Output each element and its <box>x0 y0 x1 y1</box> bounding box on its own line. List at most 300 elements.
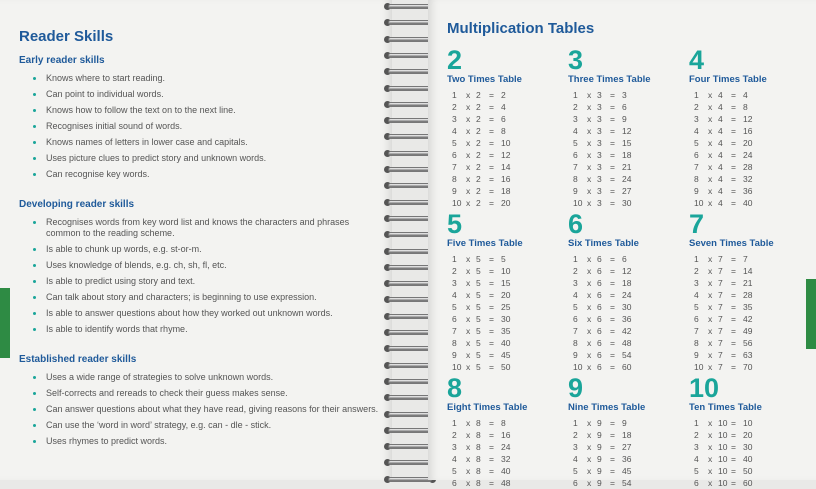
product: 35 <box>743 302 753 312</box>
multiplicand: 4 <box>718 198 723 208</box>
table-row <box>568 113 678 125</box>
multiplicand: 6 <box>597 278 602 288</box>
product: 54 <box>622 478 632 488</box>
multiplier: 7 <box>452 162 457 172</box>
multiplicand: 4 <box>718 126 723 136</box>
multiplier: 6 <box>452 314 457 324</box>
times-sign: x <box>587 254 592 264</box>
table-row <box>689 125 799 137</box>
table-row <box>447 289 557 301</box>
product: 30 <box>622 198 632 208</box>
multiplier: 8 <box>573 174 578 184</box>
table-row <box>568 441 678 453</box>
skill-item: Uses picture clues to predict story and unknown words. <box>19 153 379 164</box>
coil-wire <box>388 200 432 205</box>
equals-sign: = <box>489 186 494 196</box>
multiplicand: 5 <box>476 362 481 372</box>
multiplier: 4 <box>573 126 578 136</box>
coil-wire <box>388 183 432 188</box>
table-row <box>568 253 678 265</box>
multiplicand: 3 <box>597 114 602 124</box>
multiplier: 2 <box>573 102 578 112</box>
multiplicand: 3 <box>597 90 602 100</box>
multiplicand: 8 <box>476 454 481 464</box>
equals-sign: = <box>610 150 615 160</box>
times-sign: x <box>466 126 471 136</box>
table-row <box>689 265 799 277</box>
times-sign: x <box>708 278 713 288</box>
table-row <box>568 429 678 441</box>
coil-wire <box>388 37 432 42</box>
multiplier: 1 <box>452 418 457 428</box>
times-sign: x <box>708 102 713 112</box>
multiplicand: 10 <box>718 466 728 476</box>
skills-section <box>19 199 379 340</box>
equals-sign: = <box>731 114 736 124</box>
multiplicand: 4 <box>718 114 723 124</box>
multiplicand: 3 <box>597 174 602 184</box>
times-sign: x <box>466 418 471 428</box>
table-name: Four Times Table <box>689 74 767 85</box>
equals-sign: = <box>731 326 736 336</box>
product: 16 <box>501 430 511 440</box>
times-sign: x <box>466 430 471 440</box>
table-row <box>447 253 557 265</box>
equals-sign: = <box>489 302 494 312</box>
times-sign: x <box>708 114 713 124</box>
equals-sign: = <box>489 362 494 372</box>
multiplier: 6 <box>452 150 457 160</box>
table-row <box>447 477 557 489</box>
multiplier: 2 <box>452 430 457 440</box>
product: 45 <box>501 350 511 360</box>
multiplier: 6 <box>573 478 578 488</box>
product: 18 <box>622 430 632 440</box>
table-row <box>689 277 799 289</box>
multiplicand: 2 <box>476 174 481 184</box>
multiplier: 6 <box>694 314 699 324</box>
multiplier: 4 <box>694 126 699 136</box>
table-row <box>447 313 557 325</box>
skill-item: Self-corrects and rereads to check their guess makes sense. <box>19 388 379 399</box>
table-row <box>689 313 799 325</box>
skill-item: Can talk about story and characters; is beginning to use expression. <box>19 292 379 303</box>
times-sign: x <box>466 186 471 196</box>
multiplier: 9 <box>573 350 578 360</box>
table-row <box>447 301 557 313</box>
table-row <box>689 253 799 265</box>
product: 15 <box>501 278 511 288</box>
multiplier: 4 <box>694 454 699 464</box>
equals-sign: = <box>489 254 494 264</box>
table-row <box>689 113 799 125</box>
product: 18 <box>622 278 632 288</box>
product: 24 <box>622 174 632 184</box>
section-heading: Established reader skills <box>19 354 137 365</box>
coil-wire <box>388 216 432 221</box>
times-sign: x <box>708 362 713 372</box>
multiplicand: 5 <box>476 254 481 264</box>
equals-sign: = <box>610 430 615 440</box>
times-table <box>447 375 557 489</box>
table-row <box>689 185 799 197</box>
skills-list <box>19 73 379 180</box>
times-table <box>568 47 678 209</box>
product: 18 <box>501 186 511 196</box>
times-table <box>447 211 557 373</box>
equals-sign: = <box>610 162 615 172</box>
product: 25 <box>501 302 511 312</box>
table-row <box>568 161 678 173</box>
multiplier: 9 <box>452 186 457 196</box>
table-row <box>689 429 799 441</box>
table-row <box>689 301 799 313</box>
times-sign: x <box>708 150 713 160</box>
product: 48 <box>622 338 632 348</box>
times-table <box>689 47 799 209</box>
table-row <box>568 349 678 361</box>
equals-sign: = <box>489 290 494 300</box>
coil-wire <box>388 444 432 449</box>
product: 40 <box>743 198 753 208</box>
multiplier: 8 <box>694 338 699 348</box>
table-row <box>689 173 799 185</box>
multiplicand: 3 <box>597 150 602 160</box>
product: 16 <box>501 174 511 184</box>
multiplicand: 2 <box>476 114 481 124</box>
product: 10 <box>743 418 753 428</box>
times-sign: x <box>587 102 592 112</box>
table-row <box>689 101 799 113</box>
multiplicand: 9 <box>597 478 602 488</box>
times-sign: x <box>587 186 592 196</box>
multiplicand: 3 <box>597 162 602 172</box>
multiplicand: 4 <box>718 174 723 184</box>
table-row <box>447 417 557 429</box>
multiplier: 1 <box>573 90 578 100</box>
times-table <box>689 211 799 373</box>
coil-wire <box>388 53 432 58</box>
multiplicand: 2 <box>476 162 481 172</box>
multiplicand: 8 <box>476 442 481 452</box>
equals-sign: = <box>489 278 494 288</box>
equals-sign: = <box>489 102 494 112</box>
multiplicand: 6 <box>597 362 602 372</box>
times-sign: x <box>587 326 592 336</box>
multiplier: 1 <box>573 254 578 264</box>
times-sign: x <box>466 362 471 372</box>
multiplicand: 9 <box>597 466 602 476</box>
product: 40 <box>743 454 753 464</box>
table-row <box>689 441 799 453</box>
product: 49 <box>743 326 753 336</box>
product: 14 <box>743 266 753 276</box>
coil-wire <box>388 395 432 400</box>
multiplier: 3 <box>452 114 457 124</box>
times-sign: x <box>466 114 471 124</box>
multiplier: 1 <box>452 90 457 100</box>
table-row <box>689 289 799 301</box>
equals-sign: = <box>610 338 615 348</box>
coil-wire <box>388 86 432 91</box>
product: 14 <box>501 162 511 172</box>
equals-sign: = <box>610 90 615 100</box>
times-sign: x <box>708 430 713 440</box>
skill-item: Uses rhymes to predict words. <box>19 436 379 447</box>
section-heading: Early reader skills <box>19 55 105 66</box>
multiplier: 2 <box>694 266 699 276</box>
table-row <box>689 465 799 477</box>
table-row <box>568 417 678 429</box>
page-title: Multiplication Tables <box>447 20 595 37</box>
times-sign: x <box>587 278 592 288</box>
multiplicand: 7 <box>718 362 723 372</box>
product: 6 <box>622 102 627 112</box>
multiplier: 3 <box>694 442 699 452</box>
multiplier: 3 <box>452 442 457 452</box>
table-row <box>447 349 557 361</box>
equals-sign: = <box>610 418 615 428</box>
product: 42 <box>743 314 753 324</box>
times-sign: x <box>466 466 471 476</box>
product: 12 <box>622 266 632 276</box>
product: 8 <box>743 102 748 112</box>
table-row <box>447 101 557 113</box>
coil-wire <box>388 151 432 156</box>
table-row <box>447 361 557 373</box>
multiplier: 7 <box>573 326 578 336</box>
table-row <box>689 325 799 337</box>
product: 36 <box>743 186 753 196</box>
equals-sign: = <box>610 278 615 288</box>
product: 6 <box>501 114 506 124</box>
table-number: 7 <box>689 209 705 239</box>
table-row <box>689 137 799 149</box>
product: 32 <box>501 454 511 464</box>
multiplicand: 6 <box>597 314 602 324</box>
multiplier: 9 <box>694 350 699 360</box>
times-sign: x <box>708 350 713 360</box>
table-row <box>568 453 678 465</box>
product: 21 <box>622 162 632 172</box>
table-row <box>568 361 678 373</box>
table-row <box>568 325 678 337</box>
equals-sign: = <box>610 138 615 148</box>
equals-sign: = <box>731 442 736 452</box>
multiplicand: 3 <box>597 198 602 208</box>
times-sign: x <box>708 442 713 452</box>
product: 15 <box>622 138 632 148</box>
product: 35 <box>501 326 511 336</box>
product: 28 <box>743 290 753 300</box>
times-sign: x <box>587 314 592 324</box>
product: 60 <box>743 478 753 488</box>
table-row <box>568 89 678 101</box>
multiplicand: 5 <box>476 314 481 324</box>
product: 36 <box>622 454 632 464</box>
table-row <box>447 453 557 465</box>
multiplicand: 2 <box>476 126 481 136</box>
equals-sign: = <box>489 162 494 172</box>
product: 24 <box>622 290 632 300</box>
times-sign: x <box>708 162 713 172</box>
coil-wire <box>388 102 432 107</box>
multiplier: 10 <box>452 362 462 372</box>
multiplier: 5 <box>452 466 457 476</box>
equals-sign: = <box>731 198 736 208</box>
product: 20 <box>501 290 511 300</box>
equals-sign: = <box>731 278 736 288</box>
coil-wire <box>388 281 432 286</box>
equals-sign: = <box>731 150 736 160</box>
equals-sign: = <box>610 126 615 136</box>
table-row <box>447 89 557 101</box>
table-row <box>568 101 678 113</box>
multiplier: 10 <box>573 362 583 372</box>
table-name: Three Times Table <box>568 74 651 85</box>
multiplicand: 9 <box>597 442 602 452</box>
multiplicand: 5 <box>476 290 481 300</box>
product: 5 <box>501 254 506 264</box>
coil-wire <box>388 249 432 254</box>
times-sign: x <box>587 338 592 348</box>
multiplicand: 4 <box>718 162 723 172</box>
times-sign: x <box>708 454 713 464</box>
multiplicand: 6 <box>597 290 602 300</box>
table-row <box>447 265 557 277</box>
right-page <box>428 0 816 488</box>
multiplicand: 8 <box>476 430 481 440</box>
equals-sign: = <box>731 418 736 428</box>
product: 63 <box>743 350 753 360</box>
table-name: Five Times Table <box>447 238 523 249</box>
product: 20 <box>743 138 753 148</box>
multiplier: 7 <box>694 162 699 172</box>
multiplicand: 2 <box>476 102 481 112</box>
multiplicand: 10 <box>718 442 728 452</box>
product: 12 <box>501 150 511 160</box>
table-number: 10 <box>689 373 720 403</box>
table-row <box>689 149 799 161</box>
multiplicand: 9 <box>597 418 602 428</box>
multiplicand: 6 <box>597 350 602 360</box>
multiplicand: 3 <box>597 126 602 136</box>
equals-sign: = <box>610 350 615 360</box>
multiplicand: 5 <box>476 350 481 360</box>
multiplier: 2 <box>694 102 699 112</box>
times-tables-grid <box>447 47 799 489</box>
multiplier: 6 <box>694 478 699 488</box>
multiplier: 3 <box>573 278 578 288</box>
multiplicand: 7 <box>718 350 723 360</box>
equals-sign: = <box>731 478 736 488</box>
equals-sign: = <box>731 162 736 172</box>
table-row <box>689 89 799 101</box>
multiplicand: 4 <box>718 186 723 196</box>
multiplier: 5 <box>573 302 578 312</box>
table-row <box>568 465 678 477</box>
multiplier: 8 <box>573 338 578 348</box>
skills-sections <box>19 55 379 452</box>
multiplier: 1 <box>694 418 699 428</box>
table-row <box>447 277 557 289</box>
product: 48 <box>501 478 511 488</box>
multiplicand: 7 <box>718 338 723 348</box>
times-sign: x <box>466 278 471 288</box>
multiplier: 9 <box>694 186 699 196</box>
table-name: Seven Times Table <box>689 238 774 249</box>
multiplier: 4 <box>452 454 457 464</box>
multiplicand: 7 <box>718 254 723 264</box>
equals-sign: = <box>731 174 736 184</box>
multiplicand: 2 <box>476 150 481 160</box>
equals-sign: = <box>489 442 494 452</box>
coil-wire <box>388 428 432 433</box>
coil-wire <box>388 330 432 335</box>
multiplier: 3 <box>573 442 578 452</box>
table-row <box>568 185 678 197</box>
multiplier: 5 <box>573 138 578 148</box>
product: 28 <box>743 162 753 172</box>
page-title: Reader Skills <box>19 28 114 45</box>
coil-wire <box>388 167 432 172</box>
multiplicand: 7 <box>718 278 723 288</box>
multiplicand: 10 <box>718 430 728 440</box>
times-sign: x <box>587 150 592 160</box>
multiplier: 4 <box>452 126 457 136</box>
coil-wire <box>388 346 432 351</box>
product: 56 <box>743 338 753 348</box>
equals-sign: = <box>489 138 494 148</box>
product: 8 <box>501 418 506 428</box>
equals-sign: = <box>731 362 736 372</box>
multiplier: 4 <box>452 290 457 300</box>
equals-sign: = <box>731 314 736 324</box>
equals-sign: = <box>610 186 615 196</box>
product: 10 <box>501 138 511 148</box>
table-row <box>447 125 557 137</box>
page-tab-marker <box>806 279 816 349</box>
times-sign: x <box>466 254 471 264</box>
times-sign: x <box>466 326 471 336</box>
coil-wire <box>388 314 432 319</box>
equals-sign: = <box>489 326 494 336</box>
product: 18 <box>622 150 632 160</box>
product: 3 <box>622 90 627 100</box>
product: 4 <box>501 102 506 112</box>
table-row <box>568 337 678 349</box>
multiplier: 5 <box>694 302 699 312</box>
table-row <box>447 465 557 477</box>
multiplier: 4 <box>694 290 699 300</box>
multiplicand: 4 <box>718 150 723 160</box>
table-name: Nine Times Table <box>568 402 646 413</box>
product: 24 <box>743 150 753 160</box>
equals-sign: = <box>610 174 615 184</box>
product: 36 <box>622 314 632 324</box>
multiplicand: 7 <box>718 290 723 300</box>
equals-sign: = <box>489 350 494 360</box>
multiplicand: 5 <box>476 302 481 312</box>
product: 6 <box>622 254 627 264</box>
times-sign: x <box>708 478 713 488</box>
times-table <box>568 211 678 373</box>
table-name: Ten Times Table <box>689 402 762 413</box>
times-sign: x <box>466 266 471 276</box>
section-heading: Developing reader skills <box>19 199 135 210</box>
table-row <box>568 149 678 161</box>
skill-item: Uses a wide range of strategies to solve unknown words. <box>19 372 379 383</box>
